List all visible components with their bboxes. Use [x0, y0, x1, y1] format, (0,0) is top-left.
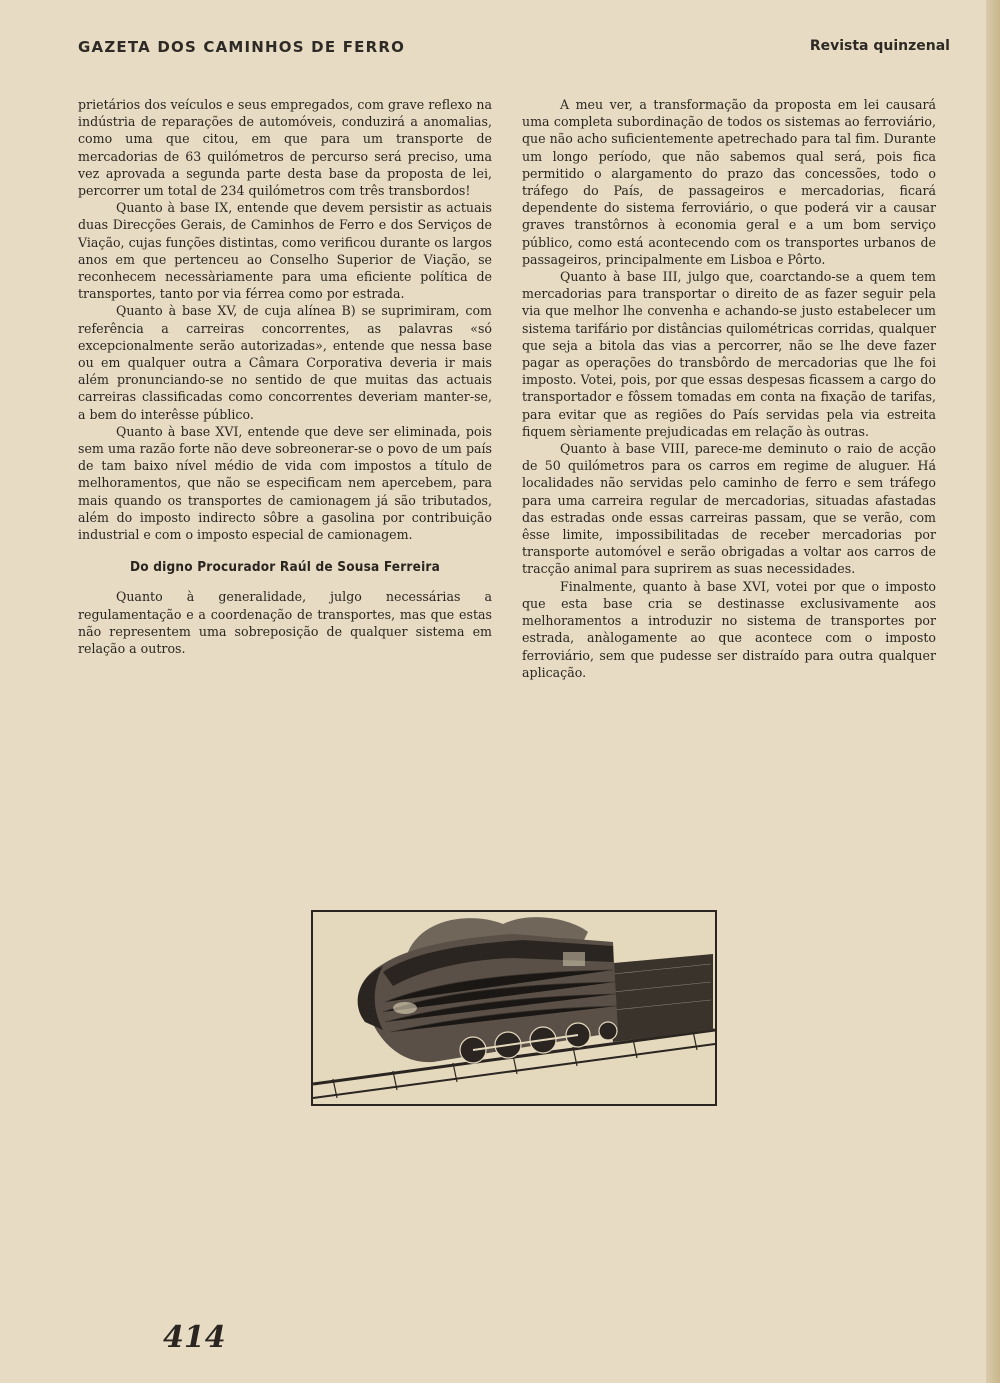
page-number: 414: [163, 1320, 226, 1355]
page-edge: [986, 0, 1000, 1383]
right-paragraph-3: Quanto à base VIII, parece-me deminuto o raio de acção de 50 quilómetros para os carros em regime de aluguer. Há localidades não servidas pelo caminho de ferro e sem tráfego para uma carreira regular de mercadorias, situadas afastadas das estradas onde essas carreiras passam, que se verão, com êsse limite, impossibilitadas de receber mercadorias por transporte automóvel e serão obrigadas a voltar aos carros de tracção animal para suprirem as suas necessidades.: [522, 441, 936, 577]
journal-title: GAZETA DOS CAMINHOS DE FERRO: [78, 38, 406, 56]
left-paragraph-3: Quanto à base XV, de cuja alínea B) se suprimiram, com referência a carreiras concorrentes, as palavras «só excepcionalmente serão autorizadas», entende que nessa base ou em qualquer outra a Câmara Corporativa deveria ir mais além pronunciando-se no sentido de que muitas das actuais carreiras classificadas como concorrentes deveriam manter-se, a bem do interêsse público.: [78, 303, 492, 422]
right-column: [522, 96, 936, 681]
left-paragraph-1: prietários dos veículos e seus empregados, com grave reflexo na indústria de reparações de automóveis, conduzirá a anomalias, como uma que citou, em que para um transporte de mercadorias de 63 quilómetros de percurso será preciso, uma vez aprovada a segunda parte desta base da proposta de lei, percorrer um total de 234 quilómetros com três transbordos!: [78, 97, 492, 199]
left-column: [78, 96, 492, 657]
section-heading: Do digno Procurador Raúl de Sousa Ferreira: [129, 559, 441, 576]
journal-subtitle: Revista quinzenal: [809, 38, 950, 54]
left-paragraph-4: Quanto à base XVI, entende que deve ser eliminada, pois sem uma razão forte não deve sobreonerar-se o povo de um país de tam baixo nível médio de vida com impostos a título de melhoramentos, que não se especificam nem apercebem, para mais quando os transportes de camionagem já são tributados, além do imposto indirecto sôbre a gasolina por contribuição industrial e com o imposto especial de camionagem.: [78, 423, 492, 543]
left-paragraph-5: Quanto à generalidade, julgo necessárias a regulamentação e a coordenação de transportes, mas que estas não representem uma sobreposição de qualquer sistema em relação a outros.: [78, 589, 492, 657]
right-paragraph-4: Finalmente, quanto à base XVI, votei por que o imposto que esta base cria se destinasse exclusivamente aos melhoramentos a introduzir no sistema de transportes por estrada, anàlogamente ao que acontece com o imposto ferroviário, sem que pudesse ser distraído para outra qualquer aplicação.: [522, 578, 936, 680]
streamlined-locomotive-drawing: [313, 912, 715, 1104]
page-header: [78, 38, 950, 62]
left-paragraph-2: Quanto à base IX, entende que devem persistir as actuais duas Direcções Gerais, de Caminhos de Ferro e dos Serviços de Viação, cujas funções distintas, como verificou durante os largos anos em que pertenceu ao Conselho Superior de Viação, se reconhecem necessàriamente para uma eficiente política de transportes, tanto por via férrea como por estrada.: [78, 200, 492, 302]
right-paragraph-1: A meu ver, a transformação da proposta em lei causará uma completa subordinação de todos os sistemas ao ferroviário, que não acho suficientemente apetrechado para tal fim. Durante um longo período, que não sabemos qual será, pois fica permitido o alargamento do prazo das concessões, todo o tráfego do País, de passageiros e mercadorias, ficará dependente do sistema ferroviário, o que poderá vir a causar graves transtôrnos à economia geral e a um bom serviço público, como está acontecendo com os transportes urbanos de passageiros, principalmente em Lisboa e Pôrto.: [522, 97, 936, 267]
locomotive-illustration: [311, 910, 717, 1106]
right-paragraph-2: Quanto à base III, julgo que, coarctando-se a quem tem mercadorias para transportar o direito de as fazer seguir pela via que melhor lhe convenha e achando-se justo estabelecer um sistema tarifário por distâncias quilométricas corridas, qualquer que seja a bitola das vias a percorrer, não se lhe deve fazer pagar as operações do transbôrdo de mercadorias que lhe foi imposto. Votei, pois, por que essas despesas ficassem a cargo do transportador e fôssem tomadas em conta na fixação de tarifas, para evitar que as regiões do País servidas pela via estreita fiquem sèriamente prejudicadas em relação às outras.: [522, 269, 936, 439]
